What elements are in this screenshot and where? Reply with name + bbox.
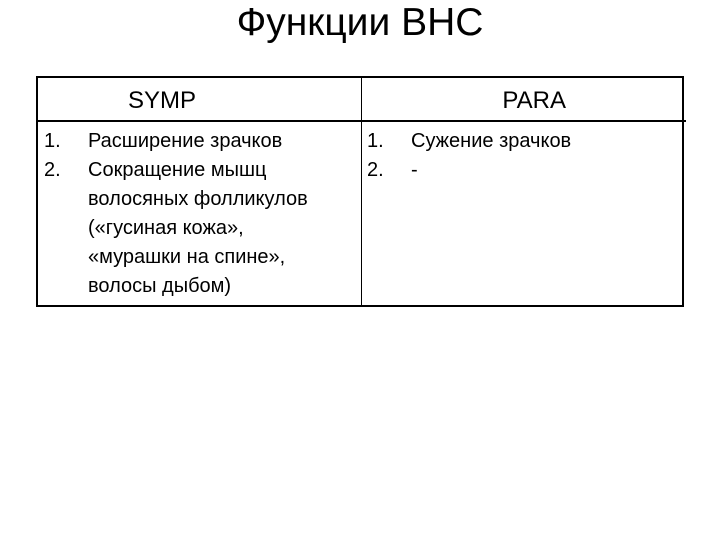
- list-text: Сужение зрачков: [411, 130, 572, 152]
- list-number: 2.: [367, 159, 384, 181]
- list-text: Расширение зрачков: [88, 130, 283, 152]
- para-list: [367, 127, 686, 185]
- symp-cell: [38, 122, 362, 305]
- list-item: [44, 156, 361, 301]
- symp-header: SYMP: [38, 78, 362, 122]
- list-number: 2.: [44, 159, 61, 181]
- functions-table: [36, 76, 684, 307]
- list-number: 1.: [44, 130, 61, 152]
- list-number: 1.: [367, 130, 384, 152]
- symp-list: [44, 127, 361, 301]
- list-item: [367, 156, 686, 185]
- list-text: Сокращение мышц волосяных фолликулов («гусиная кожа», «мурашки на спине», волосы дыбом): [88, 159, 308, 297]
- para-header: PARA: [362, 78, 686, 122]
- para-cell: [362, 122, 686, 305]
- slide-title: Функции ВНС: [236, 1, 484, 44]
- list-text: -: [411, 159, 418, 181]
- list-item: [44, 127, 361, 156]
- list-item: [367, 127, 686, 156]
